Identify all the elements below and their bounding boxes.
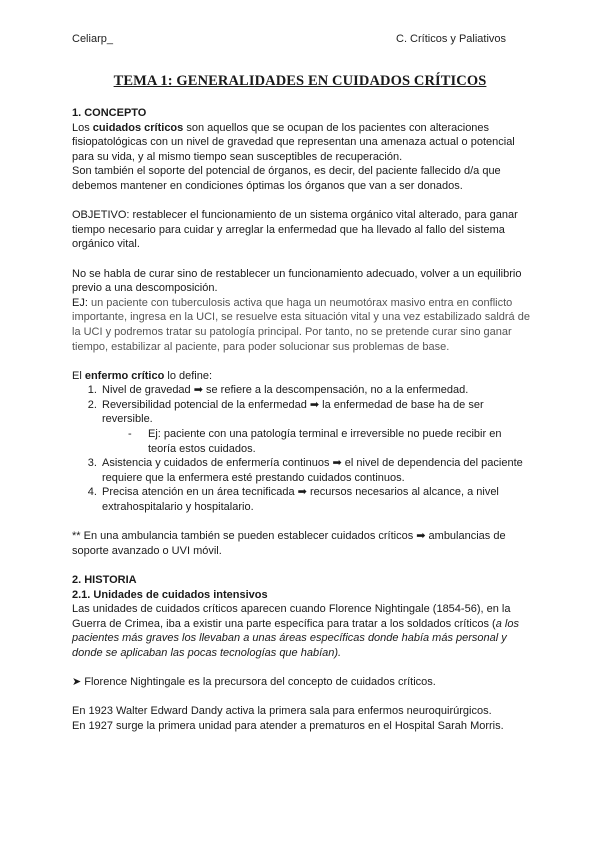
paragraph-define: [72, 369, 532, 384]
paragraph-cuidados-criticos: [72, 121, 532, 165]
subsection-heading-uci: 2.1. Unidades de cuidados intensivos: [72, 588, 268, 601]
list-item: 4. Precisa atención en un área tecnificada ➡ recursos necesarios al alcance, a nivel extrahospitalario y hospitalario.: [100, 485, 532, 514]
paragraph-ejemplo: [72, 296, 532, 354]
criteria-list: [72, 383, 532, 514]
paragraph-nightingale: [72, 602, 532, 660]
bold-term: enfermo crítico: [84, 369, 165, 382]
section-heading-concepto: 1. CONCEPTO: [72, 107, 147, 119]
section-heading-historia: 2. HISTORIA: [72, 574, 137, 586]
paragraph-precursora: ➤ Florence Nightingale es la precursora del concepto de cuidados críticos.: [72, 676, 436, 689]
paragraph-soporte-organos: Son también el soporte del potencial de órganos, es decir, del paciente fallecido d/a que debemos mantener en condiciones óptimas los órganos que van a ser donados.: [72, 165, 501, 192]
example-text: un paciente con tuberculosis activa que haga un neumotórax masivo entra en conflicto importante, ingresa en la UCI, se resuelve esta situación vital y una vez estabilizado saldrá de la UCI y podremos tratar su patología principal. Por tanto, no se pretende curar sino ganar tiempo, estabilizar al paciente, para poder solucionar sus problemas de base.: [72, 296, 530, 353]
text: El: [72, 369, 85, 382]
text: Las unidades de cuidados críticos aparecen cuando Florence Nightingale (1854-56), en la Guerra de Crimea, iba a existir una parte específica para tratar a los soldados críticos (: [72, 603, 511, 630]
paragraph-objetivo: OBJETIVO: restablecer el funcionamiento de un sistema orgánico vital alterado, para ganar tiempo necesario para cuidar y arreglar la enfermedad que ha llevado al fallo del sistema orgánico vital.: [72, 209, 518, 251]
document-body: [72, 106, 532, 734]
text: son aquellos que se ocupan de los pacientes con alteraciones fisiopatológicas con un nivel de gravedad que representan una amenaza actual o potencial para su vida, y al mismo tiempo sean susceptibles de recuperación.: [72, 121, 515, 163]
list-item: 1. Nivel de gravedad ➡ se refiere a la descompensación, no a la enfermedad.: [100, 383, 532, 398]
sub-list: [102, 427, 532, 456]
paragraph-1927: En 1927 surge la primera unidad para atender a prematuros en el Hospital Sarah Morris.: [72, 719, 504, 732]
list-item: 3. Asistencia y cuidados de enfermería continuos ➡ el nivel de dependencia del paciente requiere que la enfermera esté prestando cuidados continuos.: [100, 456, 532, 485]
paragraph-ambulancia: ** En una ambulancia también se pueden establecer cuidados críticos ➡ ambulancias de soporte avanzado o UVI móvil.: [72, 530, 506, 557]
text: lo define:: [164, 369, 213, 382]
italic-text: a los pacientes más graves los llevaban a unas áreas específicas donde había más personal y donde se aplicaban las pocas tecnologías que habían).: [72, 617, 519, 659]
sub-list-item: - Ej: paciente con una patología terminal e irreversible no puede recibir en teoría estos cuidados.: [146, 427, 532, 456]
page-title: TEMA 1: GENERALIDADES EN CUIDADOS CRÍTICOS: [113, 73, 487, 89]
header-left: Celiarp_: [72, 33, 113, 45]
header-right: C. Críticos y Paliativos: [396, 33, 507, 45]
text: Los: [72, 121, 93, 134]
text: Reversibilidad potencial de la enfermedad ➡ la enfermedad de base ha de ser reversible.: [102, 398, 484, 426]
paragraph-1923: En 1923 Walter Edward Dandy activa la primera sala para enfermos neuroquirúrgicos.: [72, 705, 492, 718]
example-label: EJ:: [72, 296, 88, 309]
list-item: [100, 398, 532, 456]
bold-term: cuidados críticos: [92, 121, 184, 134]
paragraph-no-curar: No se habla de curar sino de restablecer un funcionamiento adecuado, volver a un equilibrio previo a una descomposición.: [72, 267, 522, 295]
